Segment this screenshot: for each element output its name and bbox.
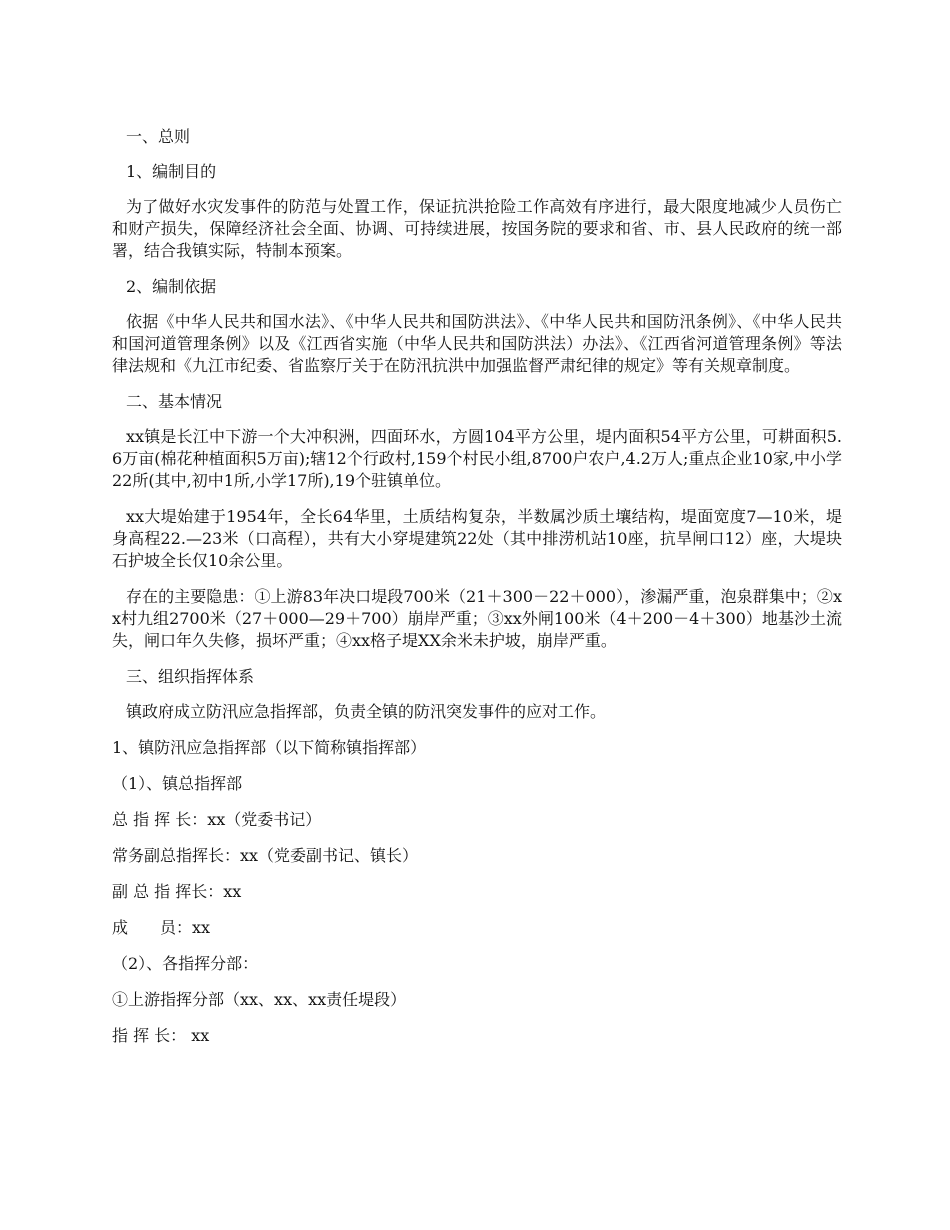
subheading-branch-commands: （2）、各指挥分部： [112,954,259,973]
subheading-basis: 2、编制依据 [126,277,217,296]
line-members: 成 员：xx [112,918,211,937]
paragraph-basis: 依据《中华人民共和国水法》、《中华人民共和国防洪法》、《中华人民共和国防汛条例》、《中华人民共和国河道管理条例》以及《江西省实施（中华人民共和国防洪法）办法》、《江西省河道管理条例》等法律法规和《九江市纪委、省监察厅关于在防汛抗洪中加强监督严肃纪律的规定》等有关规章制度。 [112,312,842,375]
paragraph-town-overview: xx镇是长江中下游一个大冲积洲，四面环水，方圆104平方公里，堤内面积54平方公里，可耕面积5.6万亩(棉花种植面积5万亩);辖12个行政村,159个村民小组,8700户农户,4.2万人;重点企业10家,中小学22所(其中,初中1所,小学17所),19个驻镇单位。 [112,427,842,490]
subheading-general-command: （1）、镇总指挥部 [112,774,243,793]
line-upstream-branch: ①上游指挥分部（xx、xx、xx责任堤段） [112,990,407,1009]
document-page [112,126,842,1061]
line-branch-commander: 指 挥 长： xx [112,1026,210,1045]
paragraph-embankment: xx大堤始建于1954年，全长64华里，土质结构复杂，半数属沙质土壤结构，堤面宽度7—10米，堤身高程22.—23米（口高程），共有大小穿堤建筑22处（其中排涝机站10座，抗旱闸口12）座，大堤块石护坡全长仅10余公里。 [112,507,842,570]
section-heading-basic-situation: 二、基本情况 [126,392,223,411]
section-heading-general: 一、总则 [126,127,191,146]
line-deputy-commander: 副 总 指 挥长：xx [112,882,242,901]
paragraph-hazards: 存在的主要隐患：①上游83年决口堤段700米（21＋300－22＋000），渗漏严重，泡泉群集中；②xx村九组2700米（27＋000—29＋700）崩岸严重；③xx外闸100米（4＋200－4＋300）地基沙土流失，闸口年久失修，损坏严重；④xx格子堤XX余米未护坡，崩岸严重。 [112,587,842,650]
line-chief-commander: 总 指 挥 长：xx（党委书记） [112,810,322,829]
subheading-purpose: 1、编制目的 [126,162,217,181]
section-heading-command-system: 三、组织指挥体系 [126,667,255,686]
subheading-town-headquarters: 1、镇防汛应急指挥部（以下简称镇指挥部） [112,738,427,757]
line-executive-deputy: 常务副总指挥长：xx（党委副书记、镇长） [112,846,419,865]
paragraph-command-intro: 镇政府成立防汛应急指挥部，负责全镇的防汛突发事件的应对工作。 [126,702,607,721]
paragraph-purpose: 为了做好水灾发事件的防范与处置工作，保证抗洪抢险工作高效有序进行，最大限度地减少人员伤亡和财产损失，保障经济社会全面、协调、可持续进展，按国务院的要求和省、市、县人民政府的统一部署，结合我镇实际，特制本预案。 [112,197,842,260]
